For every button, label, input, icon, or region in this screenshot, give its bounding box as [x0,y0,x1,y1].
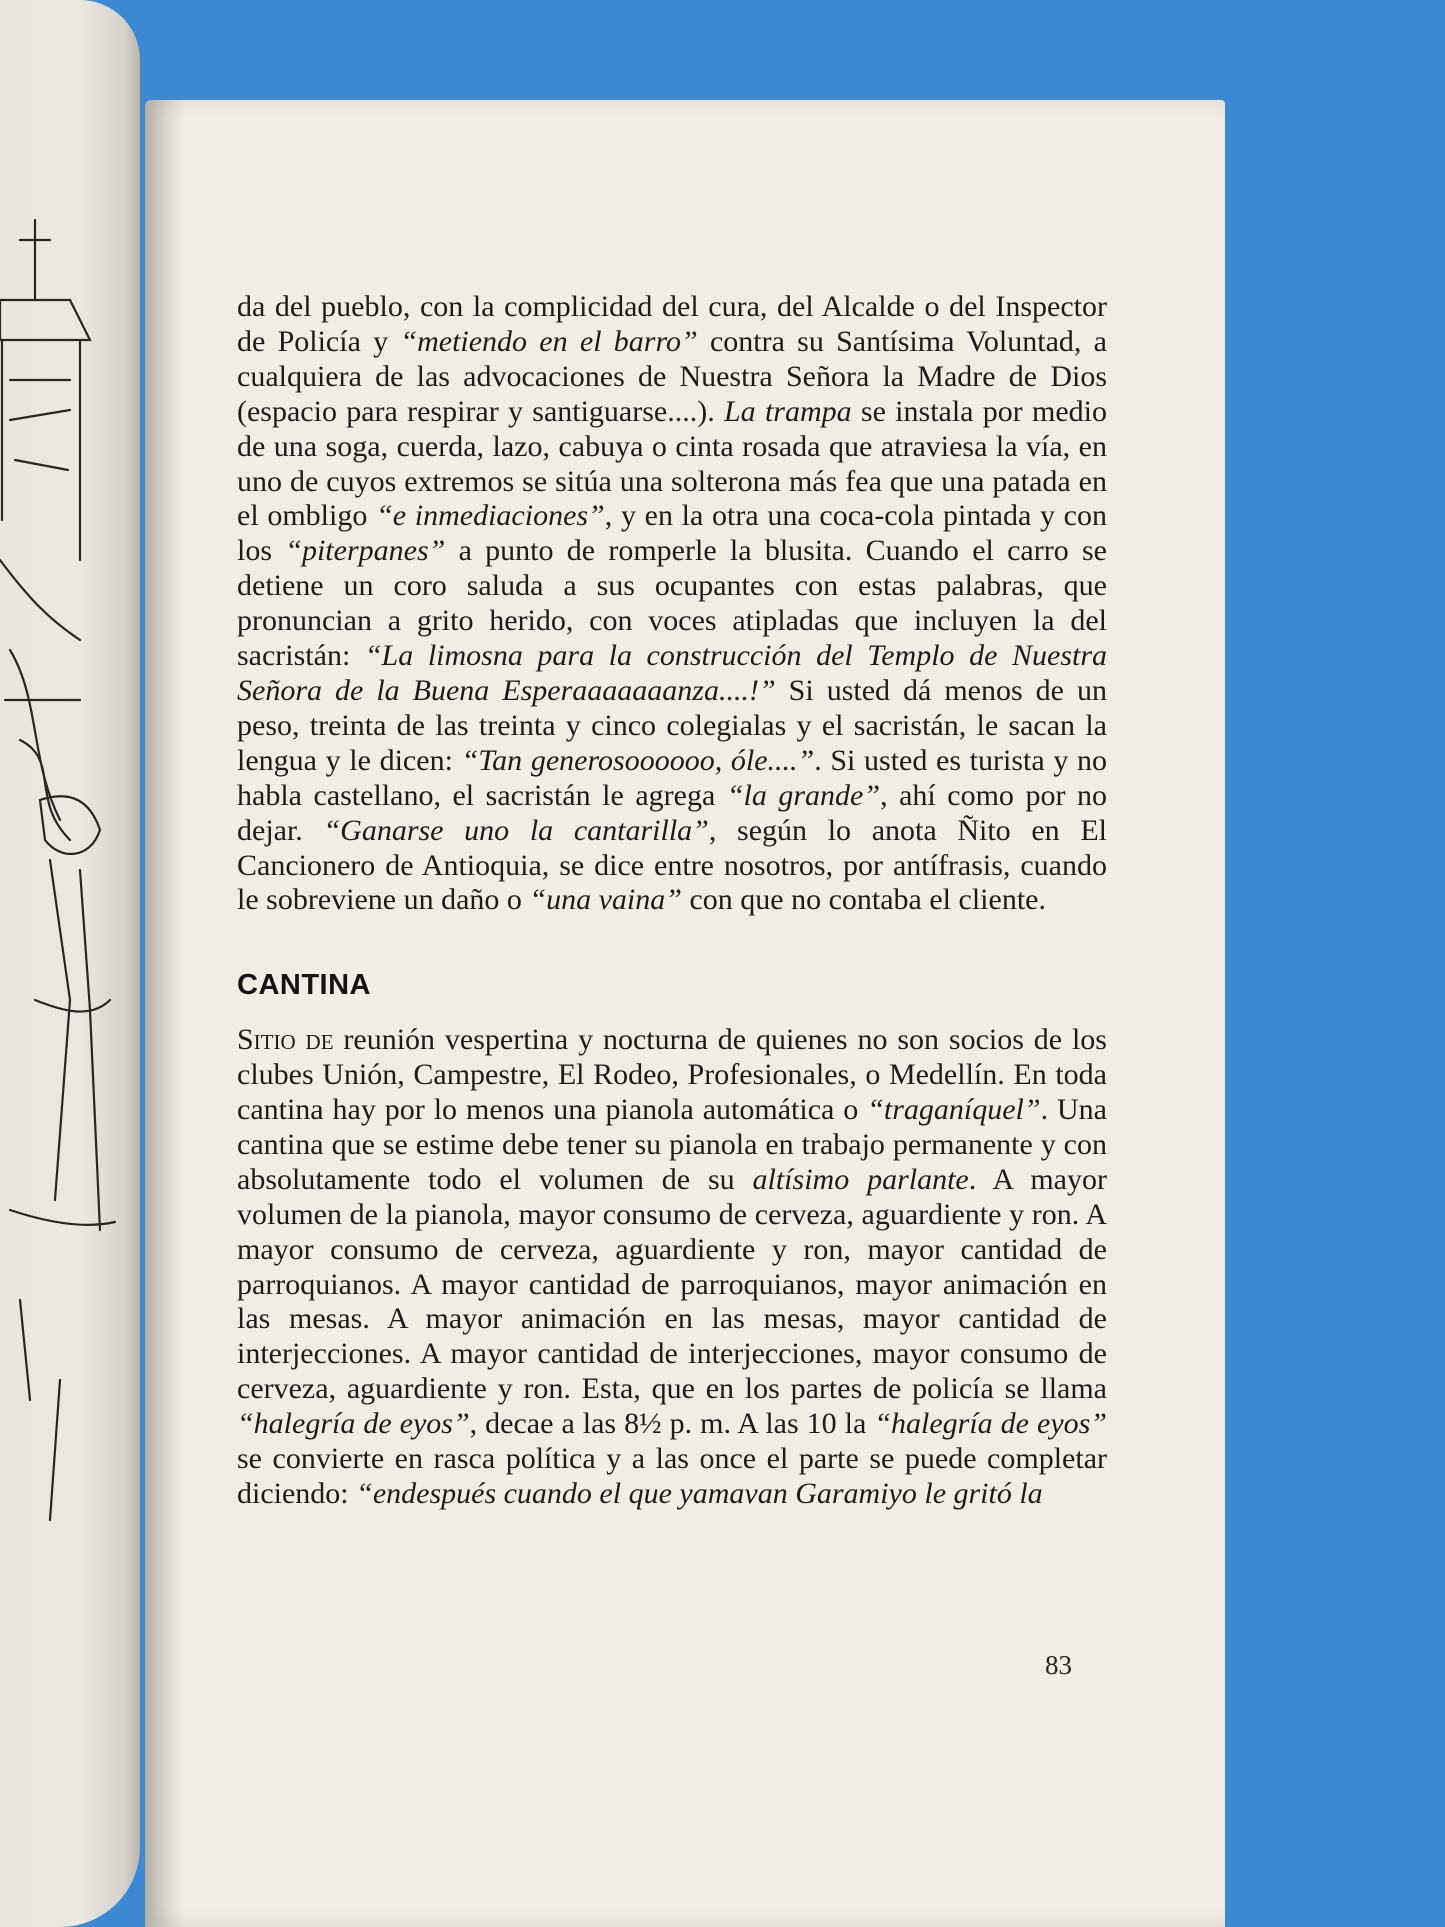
sketch-church [0,300,90,560]
page-number: 83 [1045,1650,1072,1680]
sketch-cross [20,220,50,300]
sketch-figure [35,796,110,1230]
section-heading: CANTINA [237,969,371,1002]
page-body [237,290,1107,1512]
book-page [145,100,1225,1927]
pen-sketch-illustration [0,0,140,1927]
paragraph-1: da del pueblo, con la complicidad del cura, del Alcalde o del Inspector de Policía y “metiendo en el barro” contra su Santísima Voluntad, a cualquiera de las advocaciones de Nuestra Señora la Madre de Dios (espacio para respirar y santiguarse....). La trampa se instala por medio de una soga, cuerda, lazo, cabuya o cinta rosada que atraviesa la vía, en uno de cuyos extremos se sitúa una solterona más fea que una patada en el ombligo “e inmediaciones”, y en la otra una coca-cola pintada y con los “piterpanes” a punto de romperle la blusita. Cuando el carro se detiene un coro saluda a sus ocupantes con estas palabras, que pronuncian a grito herido, con voces atipladas que incluyen la del sacristán: “La limosna para la construcción del Templo de Nuestra Señora de la Buena Esperaaaaaaanza....!” Si usted dá menos de un peso, treinta de las treinta y cinco colegialas y el sacristán, le sacan la lengua y le dicen: “Tan generosoooooo, óle....”. Si usted es turista y no habla castellano, el sacristán le agrega “la grande”, ahí como por no dejar. “Ganarse uno la cantarilla”, según lo anota Ñito en El Cancionero de Antioquia, se dice entre nosotros, por antífrasis, cuando le sobreviene un daño o “una vaina” con que no contaba el cliente. [237,290,1108,917]
left-page [0,0,140,1927]
paragraph-2: Sitio de reunión vespertina y nocturna de quienes no son socios de los clubes Unión, Campestre, El Rodeo, Profesionales, o Medellín. En toda cantina hay por lo menos una pianola automática o “traganíquel”. Una cantina que se estime debe tener su pianola en trabajo permanente y con absolutamente todo el volumen de su altísimo parlante. A mayor volumen de la pianola, mayor consumo de cerveza, aguardiente y ron. A mayor consumo de cerveza, aguardiente y ron, mayor cantidad de parroquianos. A mayor cantidad de parroquianos, mayor animación en las mesas. A mayor animación en las mesas, mayor cantidad de interjecciones. A mayor cantidad de interjecciones, mayor consumo de cerveza, aguardiente y ron. Esta, que en los partes de policía se llama “halegría de eyos”, decae a las 8½ p. m. A las 10 la “halegría de eyos” se convierte en rasca política y a las once el parte se puede completar diciendo: “endespués cuando el que yamavan Garamiyo le gritó la [237,1023,1107,1510]
page-gutter-shadow [145,100,185,1927]
sketch-lines [0,560,80,840]
sketch-ground [10,1210,115,1520]
